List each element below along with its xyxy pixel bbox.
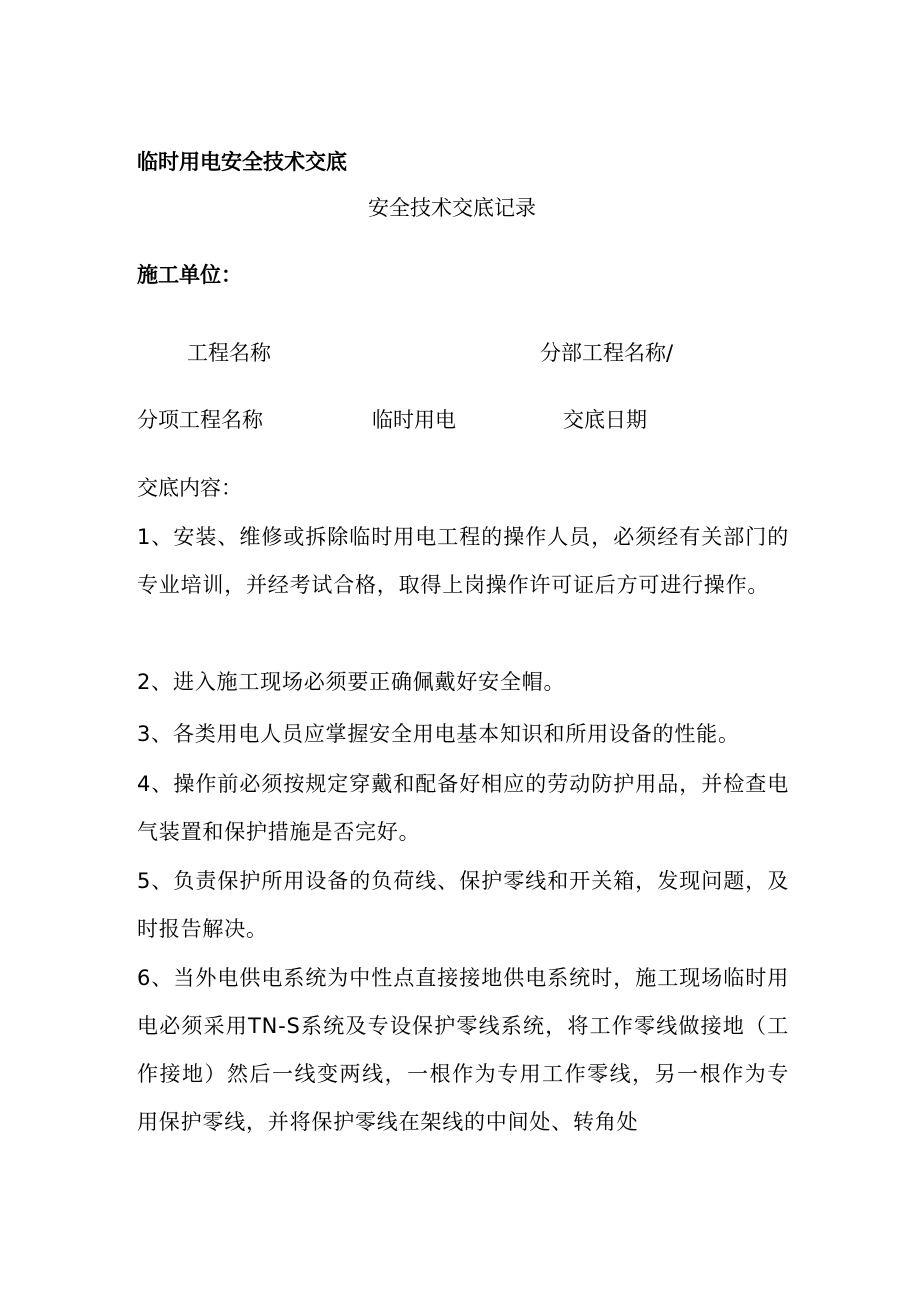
item-project-label: 分项工程名称 bbox=[137, 408, 263, 432]
content-item-4: 4、操作前必须按规定穿戴和配备好相应的劳动防护用品，并检查电气装置和保护措施是否完好。 bbox=[137, 772, 789, 844]
item-project-value: 临时用电 bbox=[372, 408, 456, 432]
content-item-1: 1、安装、维修或拆除临时用电工程的操作人员，必须经有关部门的专业培训，并经考试合格，取得上岗操作许可证后方可进行操作。 bbox=[137, 525, 789, 597]
content-item-2: 2、进入施工现场必须要正确佩戴好安全帽。 bbox=[137, 670, 566, 694]
project-name-label: 工程名称 bbox=[187, 341, 271, 365]
sub-project-label: 分部工程名称/ bbox=[540, 341, 674, 365]
main-title: 临时用电安全技术交底 bbox=[137, 150, 347, 174]
record-title: 安全技术交底记录 bbox=[368, 196, 536, 220]
content-label: 交底内容： bbox=[137, 476, 242, 500]
date-label: 交底日期 bbox=[563, 408, 647, 432]
content-item-3: 3、各类用电人员应掌握安全用电基本知识和所用设备的性能。 bbox=[137, 722, 740, 746]
content-item-5: 5、负责保护所用设备的负荷线、保护零线和开关箱，发现问题，及时报告解决。 bbox=[137, 869, 789, 941]
construction-unit-label: 施工单位： bbox=[137, 263, 242, 287]
content-item-6: 6、当外电供电系统为中性点直接接地供电系统时，施工现场临时用电必须采用TN-S系统及专设保护零线系统，将工作零线做接地（工作接地）然后一线变两线，一根作为专用工作零线，另一根作为专用保护零线，并将保护零线在架线的中间处、转角处 bbox=[137, 966, 789, 1134]
